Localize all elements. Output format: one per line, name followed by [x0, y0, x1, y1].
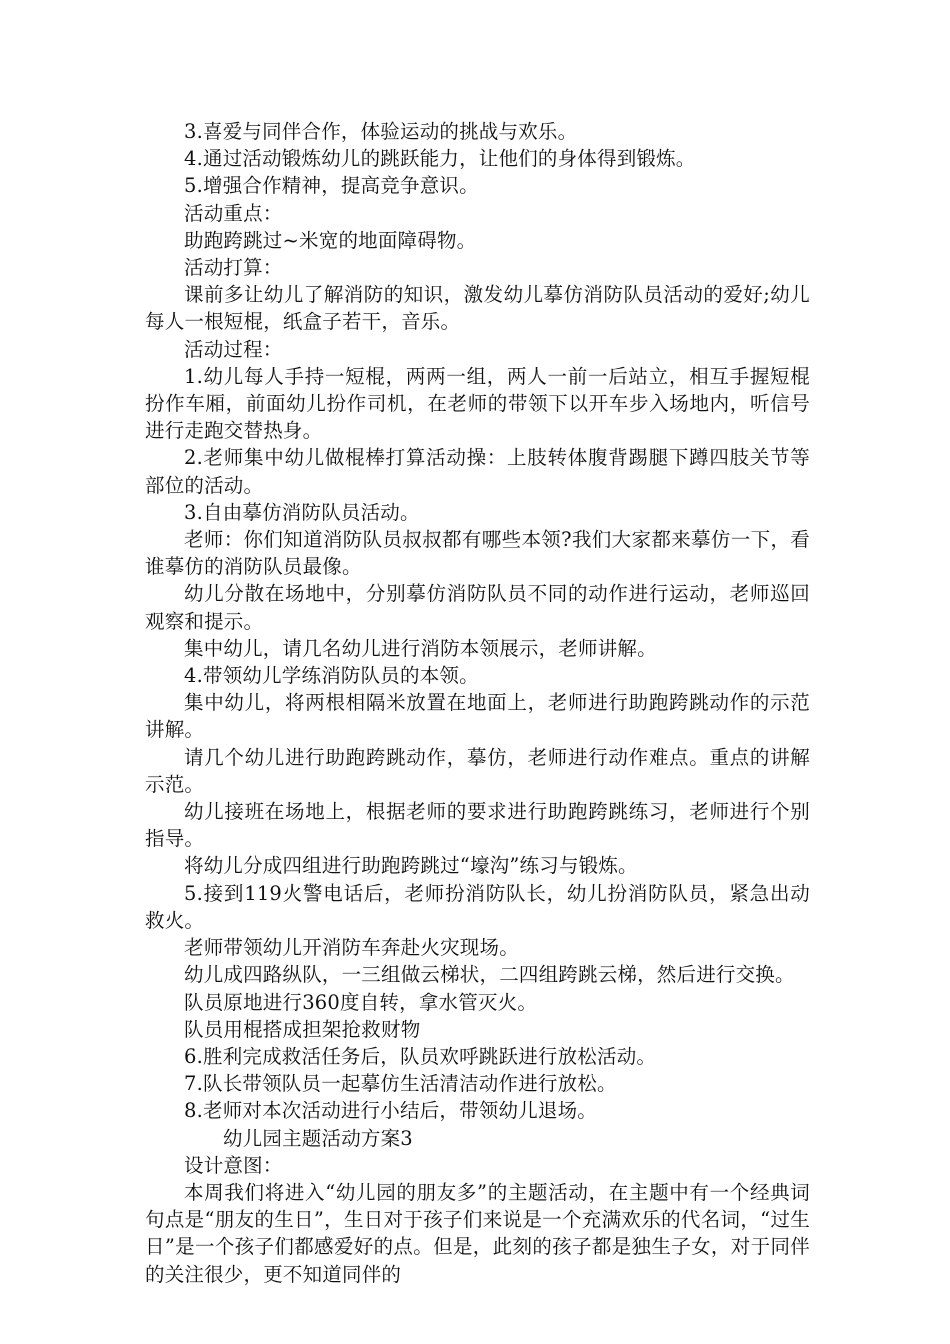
paragraph: 3.喜爱与同伴合作，体验运动的挑战与欢乐。 — [184, 120, 578, 143]
paragraph: 集中幼儿，请几名幼儿进行消防本领展示，老师讲解。 — [184, 636, 657, 660]
paragraph: 2.老师集中幼儿做棍棒打算活动操：上肢转体腹背踢腿下蹲四肢关节等部位的活动。 — [145, 446, 810, 497]
paragraph: 集中幼儿，将两根相隔米放置在地面上，老师进行助跑跨跳动作的示范讲解。 — [145, 691, 810, 742]
document-body — [145, 118, 810, 1288]
paragraph: 设计意图： — [184, 1153, 283, 1177]
paragraph: 活动过程： — [184, 337, 283, 361]
paragraph: 将幼儿分成四组进行助跑跨跳过“壕沟”练习与锻炼。 — [184, 854, 638, 878]
paragraph: 课前多让幼儿了解消防的知识，激发幼儿摹仿消防队员活动的爱好;幼儿每人一根短棍，纸盒子若干，音乐。 — [145, 283, 810, 334]
paragraph: 6.胜利完成救活任务后，队员欢呼跳跃进行放松活动。 — [184, 1044, 657, 1068]
paragraph: 队员原地进行360度自转，拿水管灭火。 — [184, 990, 538, 1014]
paragraph: 老师带领幼儿开消防车奔赴火灾现场。 — [184, 936, 519, 960]
paragraph: 活动打算： — [184, 256, 283, 280]
paragraph: 老师：你们知道消防队员叔叔都有哪些本领?我们大家都来摹仿一下，看谁摹仿的消防队员最像。 — [145, 528, 810, 579]
paragraph: 8.老师对本次活动进行小结后，带领幼儿退场。 — [184, 1099, 598, 1123]
paragraph: 队员用棍搭成担架抢救财物 — [184, 1017, 421, 1041]
paragraph: 1.幼儿每人手持一短棍，两两一组，两人一前一后站立，相互手握短棍扮作车厢，前面幼儿扮作司机，在老师的带领下以开车步入场地内，听信号进行走跑交替热身。 — [145, 364, 810, 443]
paragraph: 活动重点： — [184, 201, 283, 225]
paragraph: 本周我们将进入“幼儿园的朋友多”的主题活动，在主题中有一个经典词句点是“朋友的生日”，生日对于孩子们来说是一个充满欢乐的代名词，“过生日”是一个孩子们都感爱好的点。但是，此刻的孩子都是独生子女，对于同伴的关注很少，更不知道同伴的 — [145, 1180, 810, 1286]
paragraph: 幼儿成四路纵队，一三组做云梯状，二四组跨跳云梯，然后进行交换。 — [184, 963, 795, 987]
paragraph: 4.通过活动锻炼幼儿的跳跃能力，让他们的身体得到锻炼。 — [184, 147, 696, 171]
section-heading: 幼儿园主题活动方案3 — [223, 1126, 413, 1150]
paragraph: 助跑跨跳过~米宽的地面障碍物。 — [184, 228, 477, 252]
paragraph: 4.带领幼儿学练消防队员的本领。 — [184, 664, 479, 688]
paragraph: 7.队长带领队员一起摹仿生活清洁动作进行放松。 — [184, 1072, 617, 1096]
paragraph: 5.增强合作精神，提高竞争意识。 — [184, 174, 479, 198]
paragraph: 幼儿分散在场地中，分别摹仿消防队员不同的动作进行运动，老师巡回观察和提示。 — [145, 582, 810, 633]
paragraph: 5.接到119火警电话后，老师扮消防队长，幼儿扮消防队员，紧急出动救火。 — [145, 881, 810, 932]
paragraph: 请几个幼儿进行助跑跨跳动作，摹仿，老师进行动作难点。重点的讲解示范。 — [145, 745, 810, 796]
paragraph: 幼儿接班在场地上，根据老师的要求进行助跑跨跳练习，老师进行个别指导。 — [145, 800, 810, 851]
paragraph: 3.自由摹仿消防队员活动。 — [184, 500, 420, 524]
